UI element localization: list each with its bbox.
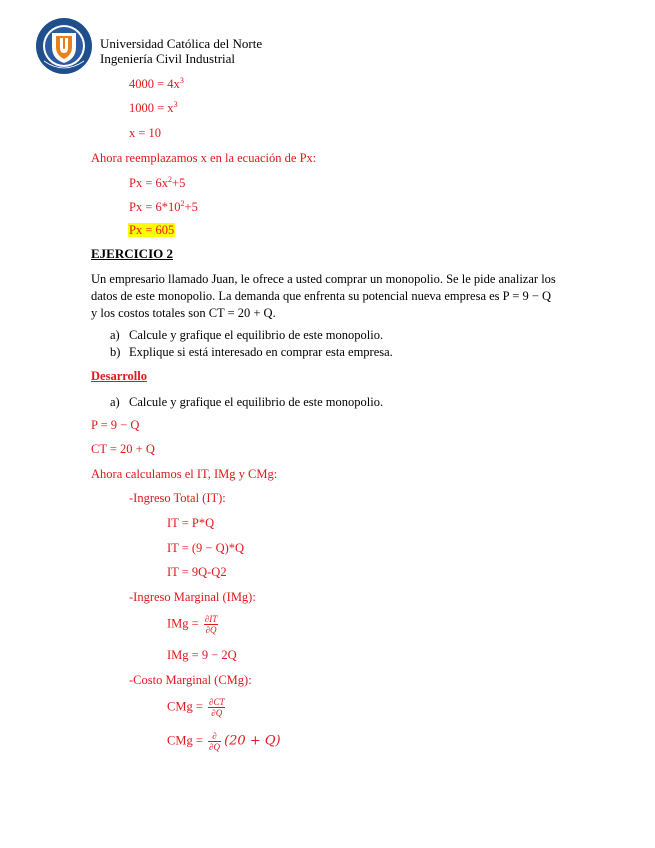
cmg-derivative-fraction: $\frac{\partial CT}{\partial Q}$ bbox=[209, 697, 225, 718]
university-logo bbox=[35, 17, 93, 75]
cmg-equation-2: CMg = $\frac{\partial}{\partial Q}$ (20 + Q) bbox=[167, 731, 281, 752]
img-heading: -Ingreso Marginal (IMg): bbox=[129, 590, 256, 604]
img-equation-1: IMg = $\frac{\partial IT}{\partial Q}$ bbox=[167, 614, 218, 635]
it-equation-1: IT = P*Q bbox=[167, 516, 215, 530]
equation-4000: $4000 = 4x^3$ bbox=[129, 75, 184, 91]
cost-equation: CT = 20 + Q bbox=[91, 442, 155, 456]
equation-x: x = 10 bbox=[129, 126, 162, 140]
img-derivative-fraction: $\frac{\partial IT}{\partial Q}$ bbox=[204, 614, 218, 635]
program-name: Ingeniería Civil Industrial bbox=[100, 51, 236, 66]
exercise-item-b: b) Explique si está interesado en comprar esta empresa. bbox=[110, 345, 393, 359]
it-equation-2: IT = (9 − Q)*Q bbox=[167, 541, 245, 555]
exercise-paragraph-line-3: y los costos totales son CT = 20 + Q. bbox=[91, 306, 276, 320]
calc-intro: Ahora calculamos el IT, IMg y CMg: bbox=[91, 467, 278, 481]
it-equation-3: IT = 9Q-Q2 bbox=[167, 565, 227, 579]
exercise-paragraph-line-2: datos de este monopolio. La demanda que enfrenta su potencial nueva empresa es P = 9 − Q bbox=[91, 289, 552, 303]
exercise-item-a: a) Calcule y grafique el equilibrio de este monopolio. bbox=[110, 328, 384, 342]
development-title: Desarrollo bbox=[91, 369, 148, 383]
cmg-heading: -Costo Marginal (CMg): bbox=[129, 673, 252, 687]
px-equation-2: $Px = 6*10^2+5$ bbox=[129, 198, 198, 214]
demand-equation: P = 9 − Q bbox=[91, 418, 140, 432]
cmg-equation-1: CMg = $\frac{\partial CT}{\partial Q}$ bbox=[167, 697, 225, 718]
university-seal-icon bbox=[35, 17, 93, 75]
equation-1000: $1000 = x^3$ bbox=[129, 99, 178, 115]
university-name: Universidad Católica del Norte bbox=[100, 36, 263, 51]
exercise-paragraph-line-1: Un empresario llamado Juan, le ofrece a usted comprar un monopolio. Se le pide analizar los bbox=[91, 272, 556, 286]
it-heading: -Ingreso Total (IT): bbox=[129, 491, 226, 505]
development-item-a: a) Calcule y grafique el equilibrio de este monopolio. bbox=[110, 395, 384, 409]
exercise-title: EJERCICIO 2 bbox=[91, 246, 173, 261]
px-result-highlight: Px = 605 bbox=[129, 223, 175, 237]
px-intro: Ahora reemplazamos x en la ecuación de Px: bbox=[91, 151, 317, 165]
img-equation-2: IMg = 9 − 2Q bbox=[167, 648, 237, 662]
px-equation-1: $Px = 6x^2+5$ bbox=[129, 174, 186, 190]
cmg-derivative-operator: $\frac{\partial}{\partial Q}$ bbox=[209, 731, 220, 752]
